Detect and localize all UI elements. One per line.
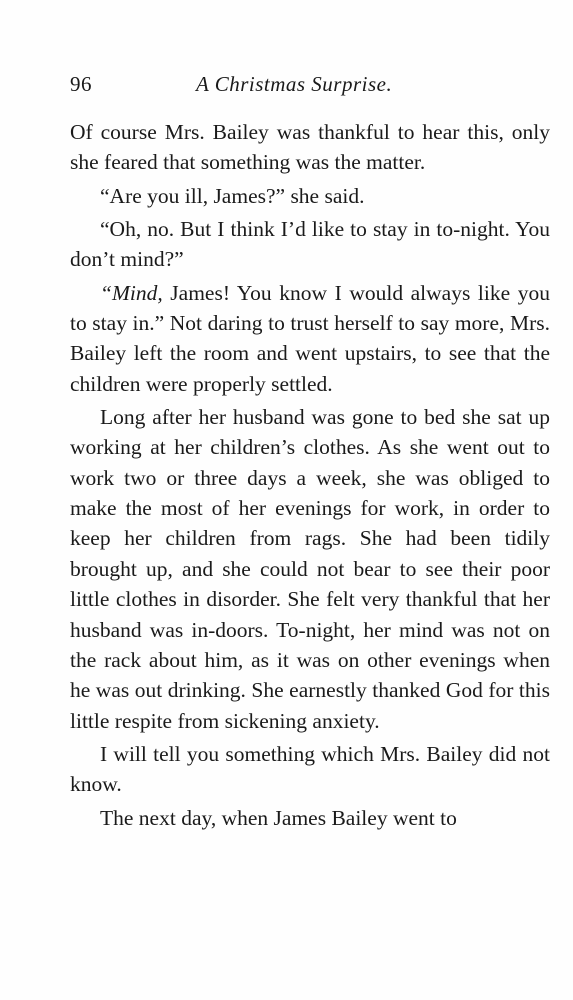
paragraph-4-text: James! You know I would always like you to stay in.” Not daring to trust herself to say more, Mrs. Bailey left the room and went upstairs, to see that the children were properly settled. — [70, 280, 550, 396]
paragraph-4 — [70, 278, 550, 399]
paragraph-6: I will tell you something which Mrs. Bailey did not know. — [70, 741, 550, 797]
running-title: A Christmas Surprise. — [196, 72, 393, 96]
paragraph-3: “Oh, no. But I think I’d like to stay in to-night. You don’t mind?” — [70, 217, 550, 272]
paragraph-5: Long after her husband was gone to bed she sat up working at her children’s clothes. As she went out to work two or three days a week, she was obliged to make the most of her evenings for work, in order to keep her children from rags. She had been tidily brought up, and she could not bear to see their poor little clothes in disorder. She felt very thankful that her husband was in-doors. To-night, her mind was not on the rack about him, as it was on other evenings when he was out drinking. She earnestly thanked God for this little respite from sickening anxiety. — [70, 405, 550, 733]
emphasized-word: “Mind, — [100, 280, 163, 305]
body-text — [70, 117, 550, 833]
paragraph-2: “Are you ill, James?” she said. — [100, 183, 365, 208]
page-header — [70, 72, 550, 106]
page-number: 96 — [70, 72, 92, 96]
paragraph-7: The next day, when James Bailey went to — [100, 805, 457, 830]
paragraph-1: Of course Mrs. Bailey was thankful to hear this, only she feared that something was the matter. — [70, 120, 550, 175]
